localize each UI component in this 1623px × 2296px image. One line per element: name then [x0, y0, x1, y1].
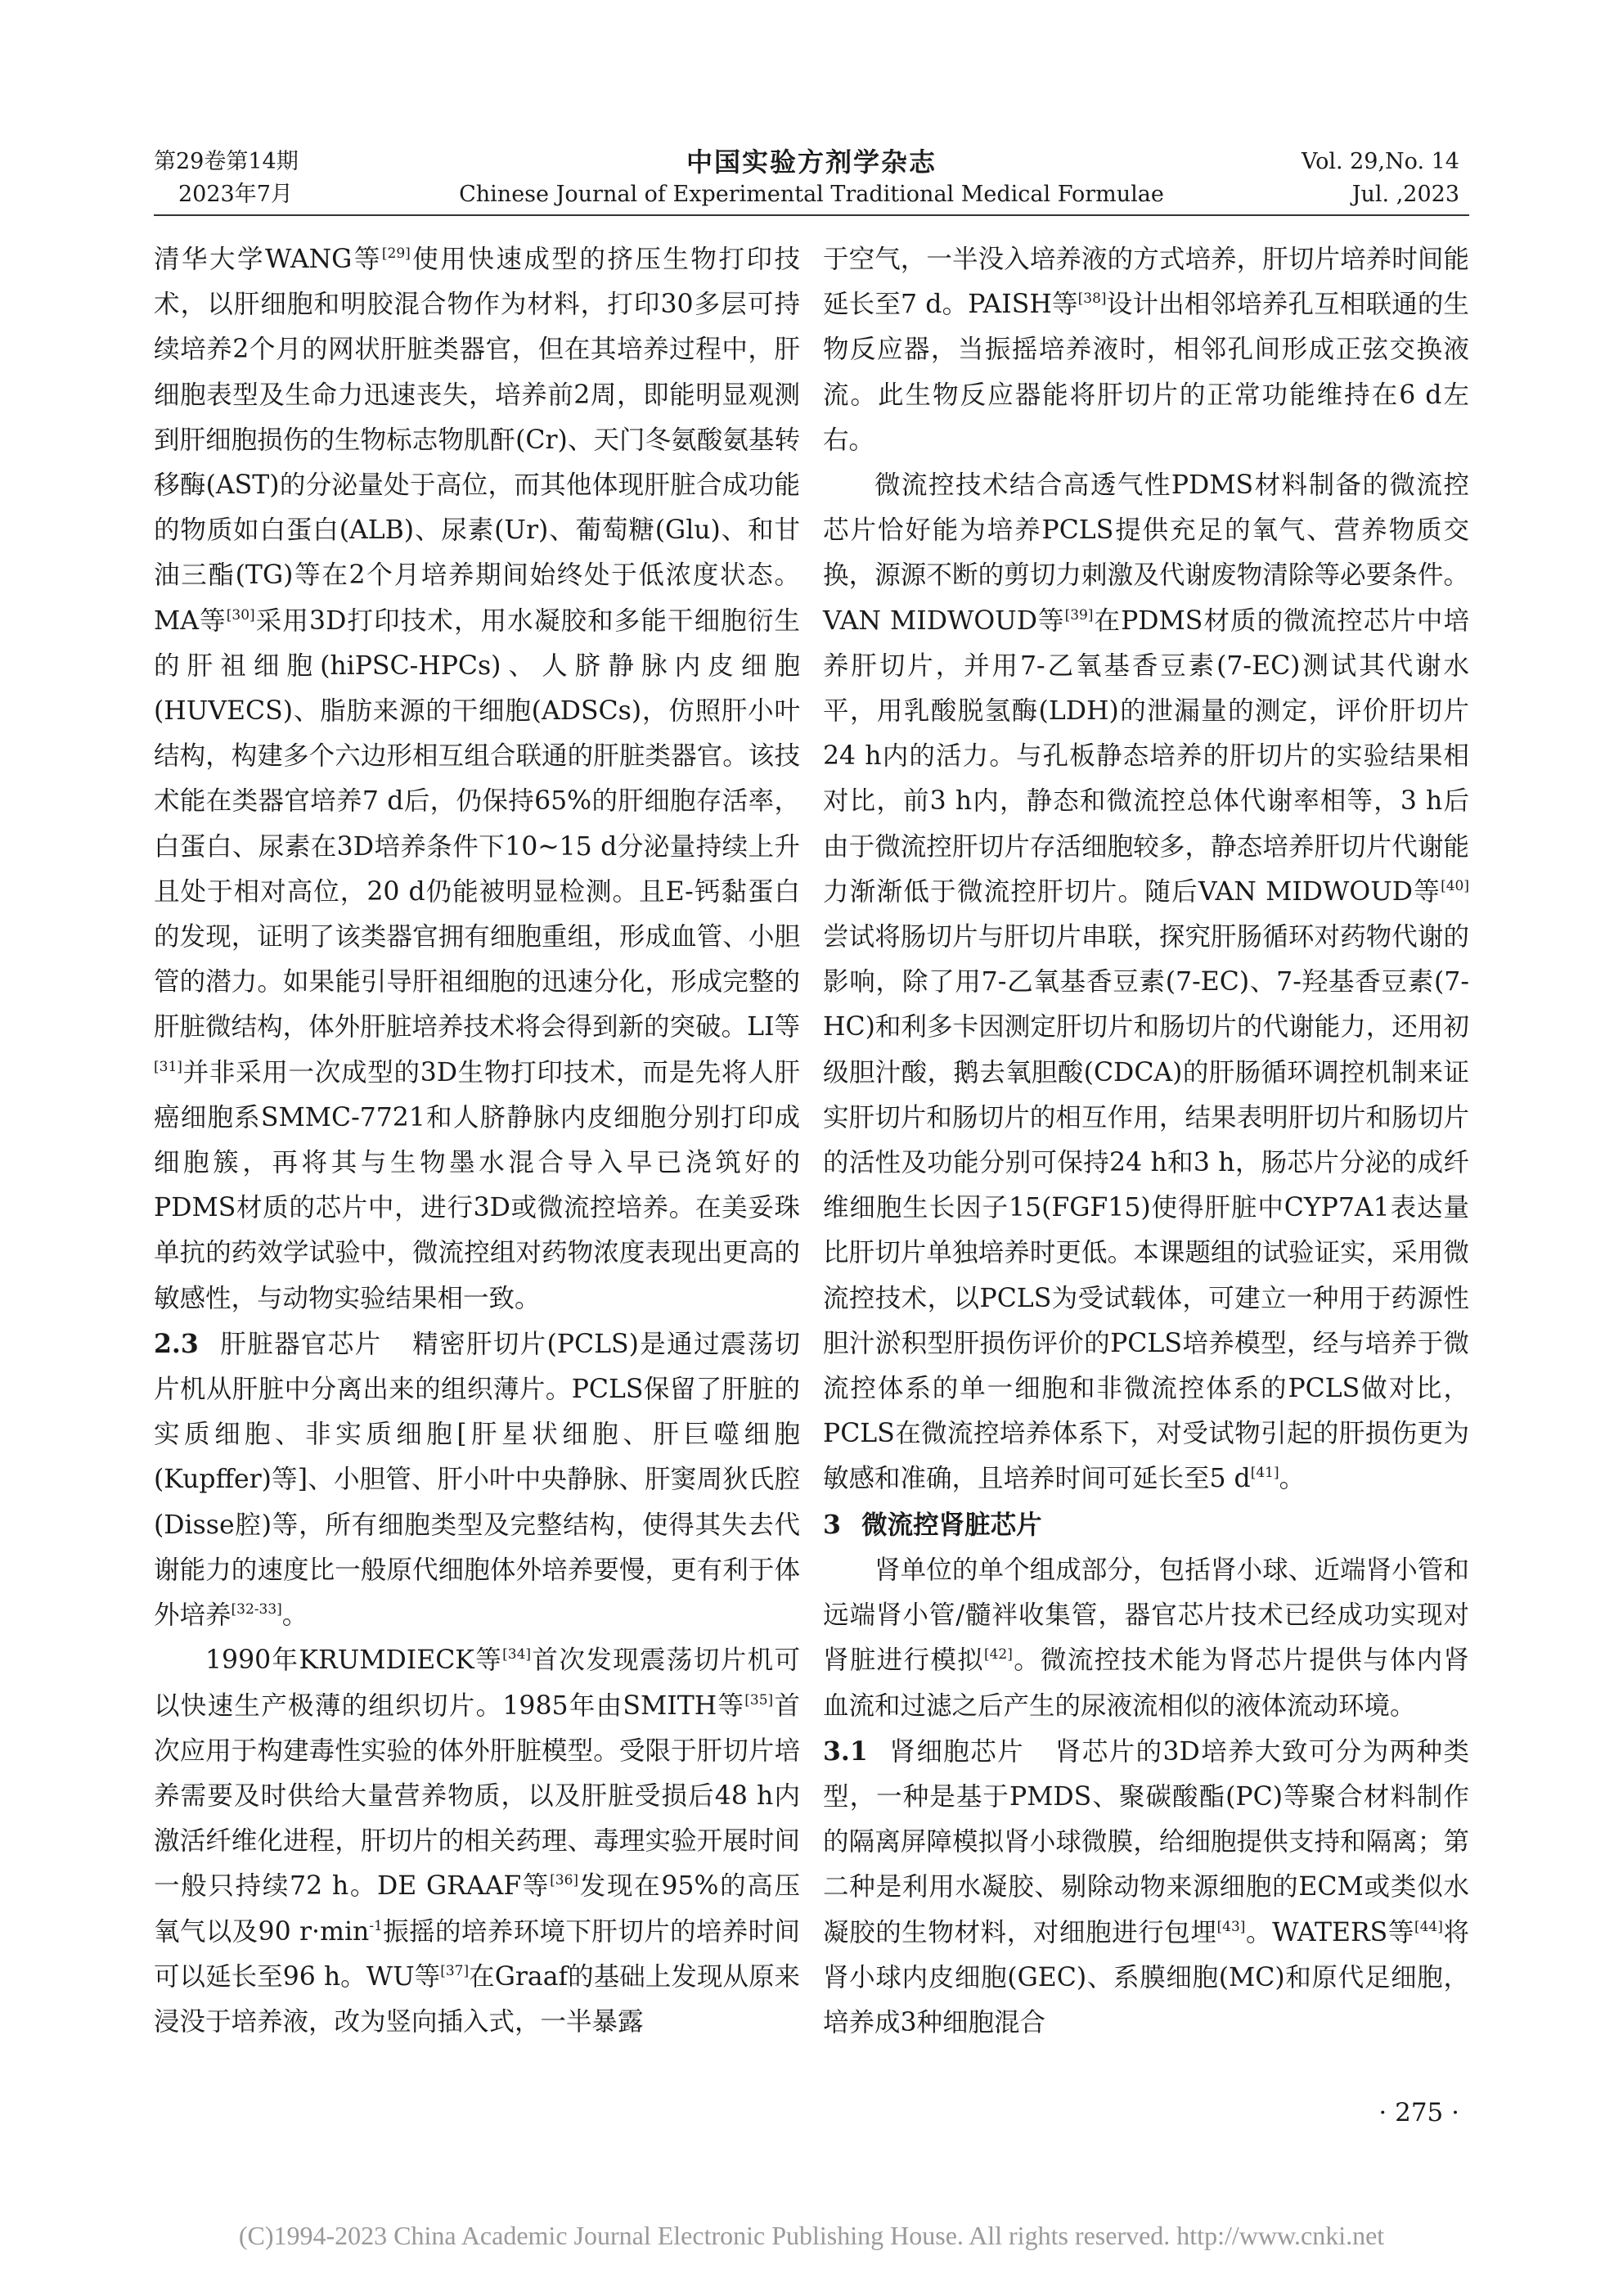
journal-title-en: Chinese Journal of Experimental Traditional Medical Formulae — [459, 182, 1164, 207]
citation: [40] — [1441, 877, 1469, 894]
citation: [44] — [1414, 1918, 1443, 1935]
left-column — [154, 237, 800, 2045]
section-title: 微流控肾脏芯片 — [861, 1509, 1042, 1540]
citation: [38] — [1077, 290, 1107, 308]
unit-exponent: -1 — [369, 1917, 383, 1934]
citation: [41] — [1250, 1465, 1279, 1482]
paragraph: 于空气，一半没入培养液的方式培养，肝切片培养时间能延长至7 d。PAISH等[38]设计出相邻培养孔互相联通的生物反应器，当振摇培养液时，相邻孔间形成正弦交换液流。此生物反应器能将肝切片的正常功能维持在6 d左右。 — [823, 245, 1469, 455]
citation: [31] — [154, 1058, 182, 1075]
citation: [34] — [502, 1646, 532, 1663]
section-heading — [823, 1502, 1469, 1548]
citation: [43] — [1216, 1918, 1246, 1935]
paragraph: 1990年KRUMDIECK等[34]首次发现震荡切片机可以快速生产极薄的组织切片。1985年由SMITH等[35]首次应用于构建毒性实验的体外肝脏模型。受限于肝切片培养需要及时供给大量营养物质，以及肝脏受损后48 h内激活纤维化进程，肝切片的相关药理、毒理实验开展时间一般只持续72 h。DE GRAAF等[36]发现在95%的高压氧气以及90 $r\cdot\min^{-1}$振摇的培养环境下肝切片的培养时间可以延长至96 h。WU等[37]在Graaf的基础上发现从原来浸没于培养液，改为竖向插入式，一半暴露 — [154, 1645, 800, 2037]
citation: [36] — [550, 1872, 579, 1889]
citation: [39] — [1064, 606, 1094, 624]
paragraph: 微流控技术结合高透气性PDMS材料制备的微流控芯片恰好能为培养PCLS提供充足的氧气、营养物质交换，源源不断的剪切力刺激及代谢废物清除等必要条件。VAN MIDWOUD等[39]在PDMS材质的微流控芯片中培养肝切片，并用7-乙氧基香豆素(7-EC)测试其代谢水平，用乳酸脱氢酶(LDH)的泄漏量的测定，评价肝切片24 h内的活力。与孔板静态培养的肝切片的实验结果相对比，前3 h内，静态和微流控总体代谢率相等，3 h后由于微流控肝切片存活细胞较多，静态培养肝切片代谢能力渐渐低于微流控肝切片。随后VAN MIDWOUD等[40]尝试将肠切片与肝切片串联，探究肝肠循环对药物代谢的影响，除了用7-乙氧基香豆素(7-EC)、7-羟基香豆素(7-HC)和利多卡因测定肝切片和肠切片的代谢能力，还用初级胆汁酸，鹅去氧胆酸(CDCA)的肝肠循环调控机制来证实肝切片和肠切片的相互作用，结果表明肝切片和肠切片的活性及功能分别可保持24 h和3 h，肠芯片分泌的成纤维细胞生长因子15(FGF15)使得肝脏中CYP7A1表达量比肝切片单独培养时更低。本课题组的试验证实，采用微流控技术，以PCLS为受试载体，可建立一种用于药源性胆汁淤积型肝损伤评价的PCLS培养模型，经与培养于微流控体系的单一细胞和非微流控体系的PCLS做对比，PCLS在微流控培养体系下，对受试物引起的肝损伤更为敏感和准确，且培养时间可延长至5 d[41]。 — [823, 470, 1469, 1494]
section-title: 肝脏器官芯片 — [219, 1329, 382, 1359]
citation: [42] — [983, 1646, 1013, 1663]
section-paragraph: 2.3 肝脏器官芯片 精密肝切片(PCLS)是通过震荡切片机从肝脏中分离出来的组织薄片。PCLS保留了肝脏的实质细胞、非实质细胞[肝星状细胞、肝巨噬细胞(Kupffer)等]、小胆管、肝小叶中央静脉、肝窦周狄氏腔(Disse腔)等，所有细胞类型及完整结构，使得其失去代谢能力的速度比一般原代细胞体外培养要慢，更有利于体外培养[32-33]。 — [154, 1328, 800, 1631]
citation: [37] — [440, 1962, 470, 1979]
citation: [30] — [226, 606, 255, 624]
citation: [32-33] — [231, 1601, 282, 1618]
paragraph: 肾单位的单个组成部分，包括肾小球、近端肾小管和远端肾小管/髓袢收集管，器官芯片技术已经成功实现对肾脏进行模拟[42]。微流控技术能为肾芯片提供与体内肾血流和过滤之后产生的尿液流相似的液体流动环境。 — [823, 1555, 1469, 1721]
issue-date: 2023年7月 — [178, 182, 293, 207]
right-column — [823, 237, 1469, 2046]
section-number: 2.3 — [154, 1328, 199, 1359]
journal-title-cn: 中国实验方剂学杂志 — [686, 146, 937, 178]
citation: [35] — [744, 1691, 774, 1708]
citation: [29] — [381, 245, 411, 262]
date-en: Jul. ,2023 — [1351, 182, 1459, 207]
paragraph: 清华大学WANG等[29]使用快速成型的挤压生物打印技术，以肝细胞和明胶混合物作为材料，打印30多层可持续培养2个月的网状肝脏类器官，但在其培养过程中，肝细胞表型及生命力迅速丧失，培养前2周，即能明显观测到肝细胞损伤的生物标志物肌酐(Cr)、天门冬氨酸氨基转移酶(AST)的分泌量处于高位，而其他体现肝脏合成功能的物质如白蛋白(ALB)、尿素(Ur)、葡萄糖(Glu)、和甘油三酯(TG)等在2个月培养期间始终处于低浓度状态。MA等[30]采用3D打印技术，用水凝胶和多能干细胞衍生的肝祖细胞(hiPSC-HPCs)、人脐静脉内皮细胞(HUVECS)、脂肪来源的干细胞(ADSCs)，仿照肝小叶结构，构建多个六边形相互组合联通的肝脏类器官。该技术能在类器官培养7 d后，仍保持65%的肝细胞存活率，白蛋白、尿素在3D培养条件下10~15 d分泌量持续上升且处于相对高位，20 d仍能被明显检测。且E-钙黏蛋白的发现，证明了该类器官拥有细胞重组，形成血管、小胆管的潜力。如果能引导肝祖细胞的迅速分化，形成完整的肝脏微结构，体外肝脏培养技术将会得到新的突破。LI等[31]并非采用一次成型的3D生物打印技术，而是先将人肝癌细胞系SMMC-7721和人脐静脉内皮细胞分别打印成细胞簇，再将其与生物墨水混合导入早已浇筑好的PDMS材质的芯片中，进行3D或微流控培养。在美妥珠单抗的药效学试验中，微流控组对药物浓度表现出更高的敏感性，与动物实验结果相一致。 — [154, 245, 800, 1313]
copyright-footer: (C)1994-2023 China Academic Journal Electronic Publishing House. All rights reserved. http://www.cnki.net — [238, 2221, 1385, 2250]
section-number: 3.1 — [823, 1736, 868, 1767]
section-number: 3 — [823, 1509, 841, 1540]
header-rule — [154, 214, 1469, 216]
section-title: 肾细胞芯片 — [888, 1736, 1025, 1767]
page-number: · 275 · — [1378, 2098, 1459, 2127]
section-paragraph: 3.1 肾细胞芯片 肾芯片的3D培养大致可分为两种类型，一种是基于PMDS、聚碳酸酯(PC)等聚合材料制作的隔离屏障模拟肾小球微膜，给细胞提供支持和隔离；第二种是利用水凝胶、剔除动物来源细胞的ECM或类似水凝胶的生物材料，对细胞进行包埋[43]。WATERS等[44]将肾小球内皮细胞(GEC)、系膜细胞(MC)和原代足细胞，培养成3种细胞混合 — [823, 1736, 1469, 2037]
volume-label: Vol. 29,No. 14 — [1302, 149, 1459, 174]
issue-label: 第29卷第14期 — [154, 149, 299, 174]
header-right — [1302, 146, 1459, 211]
